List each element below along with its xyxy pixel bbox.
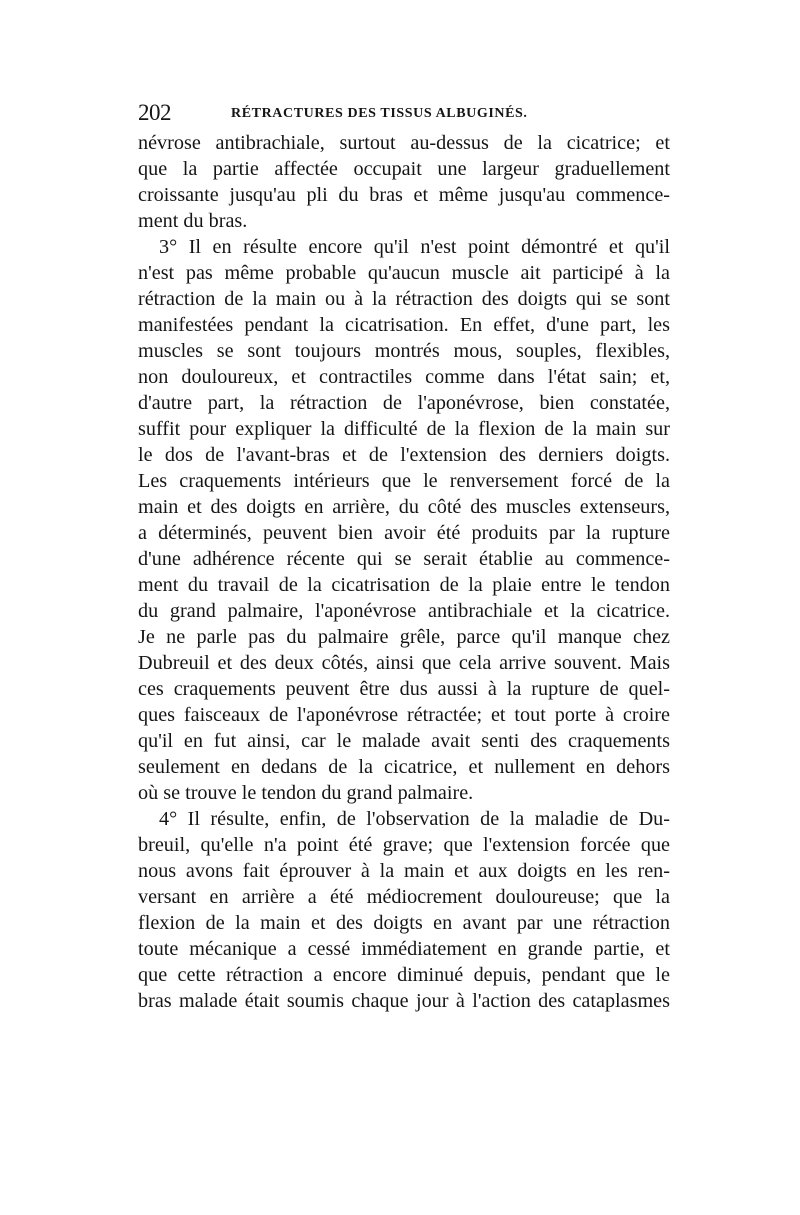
text-line: manifestées pendant la cicatrisation. En effet, d'une part, les	[138, 314, 670, 336]
text-line: seulement en dedans de la cicatrice, et nullement en dehors	[138, 756, 670, 778]
running-title: RÉTRACTURES DES TISSUS ALBUGINÉS.	[231, 106, 528, 121]
text-line: qu'il en fut ainsi, car le malade avait senti des craquements	[138, 730, 670, 752]
text-line: du grand palmaire, l'aponévrose antibrachiale et la cicatrice.	[138, 600, 670, 622]
text-line: a déterminés, peuvent bien avoir été produits par la rupture	[138, 522, 670, 544]
text-line: toute mécanique a cessé immédiatement en grande partie, et	[138, 938, 670, 960]
text-line: d'autre part, la rétraction de l'aponévrose, bien constatée,	[138, 392, 670, 414]
paragraph-3-first-line: 3° Il en résulte encore qu'il n'est point démontré et qu'il	[159, 236, 670, 258]
text-line: que la partie affectée occupait une largeur graduellement	[138, 158, 670, 180]
text-line: d'une adhérence récente qui se serait établie au commence-	[138, 548, 670, 570]
text-line: main et des doigts en arrière, du côté des muscles extenseurs,	[138, 496, 670, 518]
text-line: n'est pas même probable qu'aucun muscle ait participé à la	[138, 262, 670, 284]
paragraph-4-first-line: 4° Il résulte, enfin, de l'observation de la maladie de Du-	[159, 808, 670, 830]
text-line: non douloureux, et contractiles comme dans l'état sain; et,	[138, 366, 670, 388]
text-line: bras malade était soumis chaque jour à l'action des cataplasmes	[138, 990, 670, 1012]
text-line: breuil, qu'elle n'a point été grave; que l'extension forcée que	[138, 834, 670, 856]
text-line: que cette rétraction a encore diminué depuis, pendant que le	[138, 964, 670, 986]
text-line: Les craquements intérieurs que le renversement forcé de la	[138, 470, 670, 492]
text-line: ment du bras.	[138, 210, 248, 232]
text-line: rétraction de la main ou à la rétraction des doigts qui se sont	[138, 288, 670, 310]
text-line: Je ne parle pas du palmaire grêle, parce qu'il manque chez	[138, 626, 670, 648]
text-line: ques faisceaux de l'aponévrose rétractée; et tout porte à croire	[138, 704, 670, 726]
text-line: névrose antibrachiale, surtout au-dessus de la cicatrice; et	[138, 132, 670, 154]
page-number: 202	[138, 100, 171, 125]
text-line: versant en arrière a été médiocrement douloureuse; que la	[138, 886, 670, 908]
text-line: muscles se sont toujours montrés mous, souples, flexibles,	[138, 340, 670, 362]
text-line: où se trouve le tendon du grand palmaire.	[138, 782, 474, 804]
text-line: suffit pour expliquer la difficulté de la flexion de la main sur	[138, 418, 670, 440]
text-line: nous avons fait éprouver à la main et aux doigts en les ren-	[138, 860, 670, 882]
text-line: Dubreuil et des deux côtés, ainsi que cela arrive souvent. Mais	[138, 652, 670, 674]
text-line: flexion de la main et des doigts en avant par une rétraction	[138, 912, 670, 934]
running-head	[138, 98, 670, 128]
text-line: le dos de l'avant-bras et de l'extension des derniers doigts.	[138, 444, 670, 466]
text-line: ces craquements peuvent être dus aussi à la rupture de quel-	[138, 678, 670, 700]
body-text	[138, 130, 670, 1014]
text-line: croissante jusqu'au pli du bras et même jusqu'au commence-	[138, 184, 670, 206]
text-line: ment du travail de la cicatrisation de la plaie entre le tendon	[138, 574, 670, 596]
